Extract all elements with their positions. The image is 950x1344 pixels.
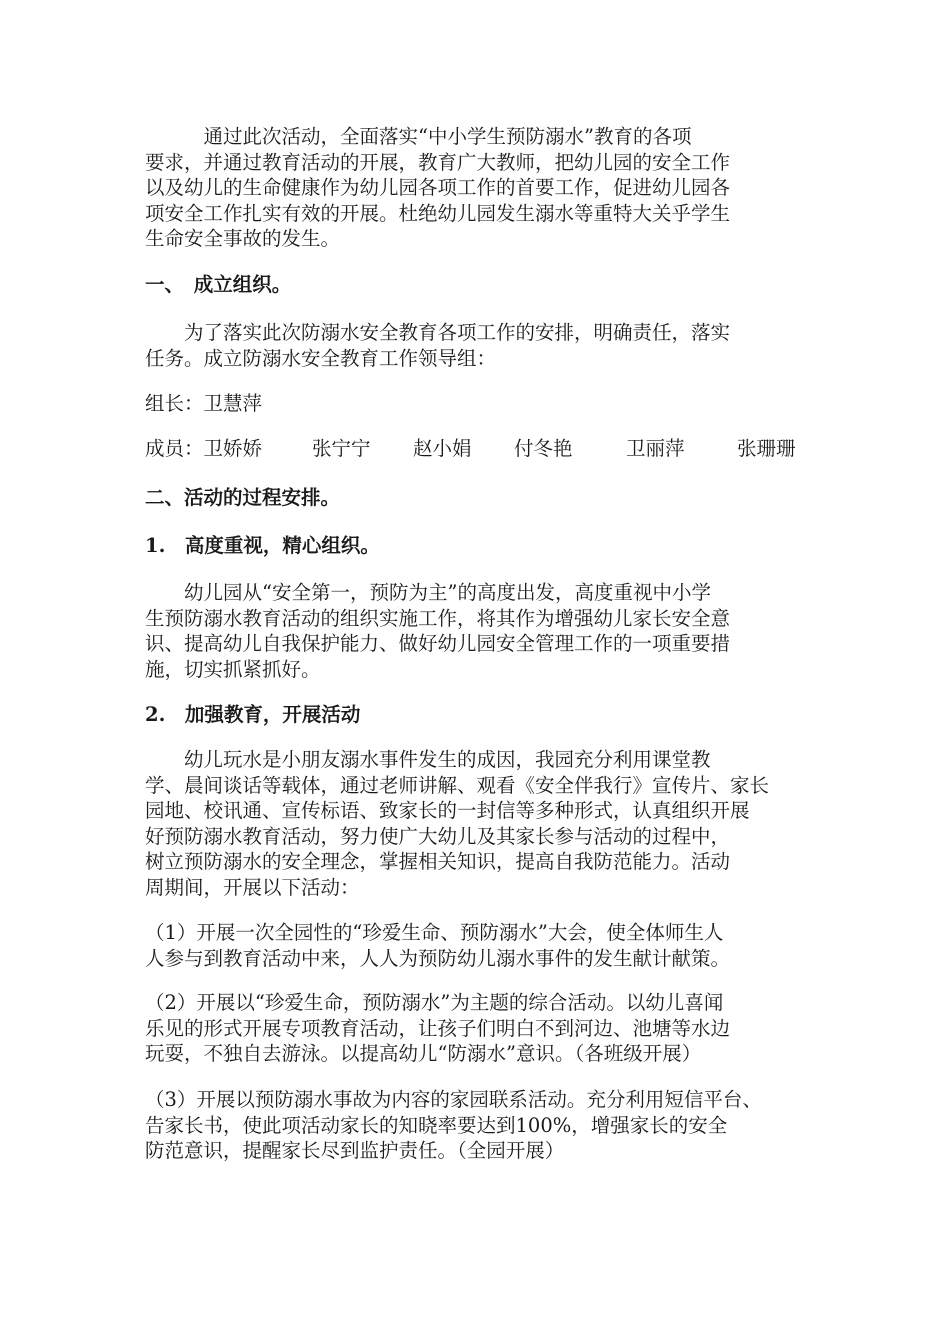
heading-text: 1. 高度重视，精心组织。 (145, 534, 380, 557)
text-line: 乐见的形式开展专项教育活动，让孩子们明白不到河边、池塘等水边 (145, 1016, 731, 1040)
text-line: （2）开展以“珍爱生命，预防溺水”为主题的综合活动。以幼儿喜闻 (145, 991, 724, 1014)
members-label: 成员：卫娇娇 (145, 437, 263, 460)
text-line: 学、晨间谈话等载体，通过老师讲解、观看《安全伴我行》宣传片、家长 (145, 773, 770, 797)
text-line: 树立预防溺水的安全理念，掌握相关知识，提高自我防范能力。活动 (145, 850, 731, 873)
text-line: 为了落实此次防溺水安全教育各项工作的安排，明确责任，落实 (145, 321, 731, 344)
section2-heading (145, 485, 813, 511)
text-line: 识、提高幼儿自我保护能力、做好幼儿园安全管理工作的一项重要措 (145, 632, 731, 655)
text-line: 幼儿玩水是小朋友溺水事件发生的成因，我园充分利用课堂教 (145, 748, 711, 771)
activity2-paragraph (145, 990, 813, 1067)
member-name: 张宁宁 (312, 437, 371, 460)
text-line: 通过此次活动，全面落实“中小学生预防溺水”教育的各项 (145, 125, 692, 148)
text-line: 项安全工作扎实有效的开展。杜绝幼儿园发生溺水等重特大关乎学生 (145, 201, 731, 225)
text-line: 周期间，开展以下活动： (145, 875, 360, 899)
heading-text: 二、活动的过程安排。 (145, 486, 341, 509)
activity3-paragraph (145, 1087, 813, 1164)
text-line: 告家长书，使此项活动家长的知晓率要达到100%，增强家长的安全 (145, 1113, 728, 1137)
member-name: 张珊珊 (737, 437, 796, 460)
text-line: 玩耍，不独自去游泳。以提高幼儿“防溺水”意识。（各班级开展） (145, 1042, 702, 1065)
section1-heading (145, 272, 813, 298)
leader-line (145, 391, 813, 417)
intro-paragraph (145, 124, 813, 252)
text-line: 要求，并通过教育活动的开展，教育广大教师，把幼儿园的安全工作 (145, 150, 731, 174)
text-line: （1）开展一次全园性的“珍爱生命、预防溺水”大会，使全体师生人 (145, 921, 724, 944)
text-line: 幼儿园从“安全第一，预防为主”的高度出发，高度重视中小学 (145, 581, 711, 604)
section1-paragraph (145, 320, 813, 371)
member-name: 付冬艳 (514, 437, 573, 460)
text-line: 施，切实抓紧抓好。 (145, 657, 321, 681)
text-line: 园地、校讯通、宣传标语、致家长的一封信等多种形式，认真组织开展 (145, 799, 750, 822)
member-name: 赵小娟 (413, 437, 472, 460)
item1-heading (145, 533, 813, 559)
text-line: 以及幼儿的生命健康作为幼儿园各项工作的首要工作，促进幼儿园各 (145, 176, 731, 199)
text-line: 生命安全事故的发生。 (145, 227, 341, 250)
item1-paragraph (145, 580, 813, 682)
text-line: 人参与到教育活动中来，人人为预防幼儿溺水事件的发生献计献策。 (145, 946, 731, 970)
text-line: 好预防溺水教育活动，努力使广大幼儿及其家长参与活动的过程中， (145, 824, 731, 848)
text-line: 防范意识，提醒家长尽到监护责任。（全园开展） (145, 1139, 565, 1162)
text-line: （3）开展以预防溺水事故为内容的家园联系活动。充分利用短信平台、 (145, 1088, 762, 1111)
members-line (145, 436, 815, 464)
leader-text: 组长：卫慧萍 (145, 392, 263, 415)
item2-heading (145, 702, 813, 728)
activity1-paragraph (145, 920, 813, 971)
text-line: 生预防溺水教育活动的组织实施工作，将其作为增强幼儿家长安全意 (145, 606, 731, 630)
heading-text: 一、 成立组织。 (145, 273, 292, 296)
heading-text: 2. 加强教育，开展活动 (145, 703, 361, 726)
item2-paragraph (145, 747, 813, 900)
text-line: 任务。成立防溺水安全教育工作领导组： (145, 346, 497, 370)
member-name: 卫丽萍 (626, 437, 685, 460)
